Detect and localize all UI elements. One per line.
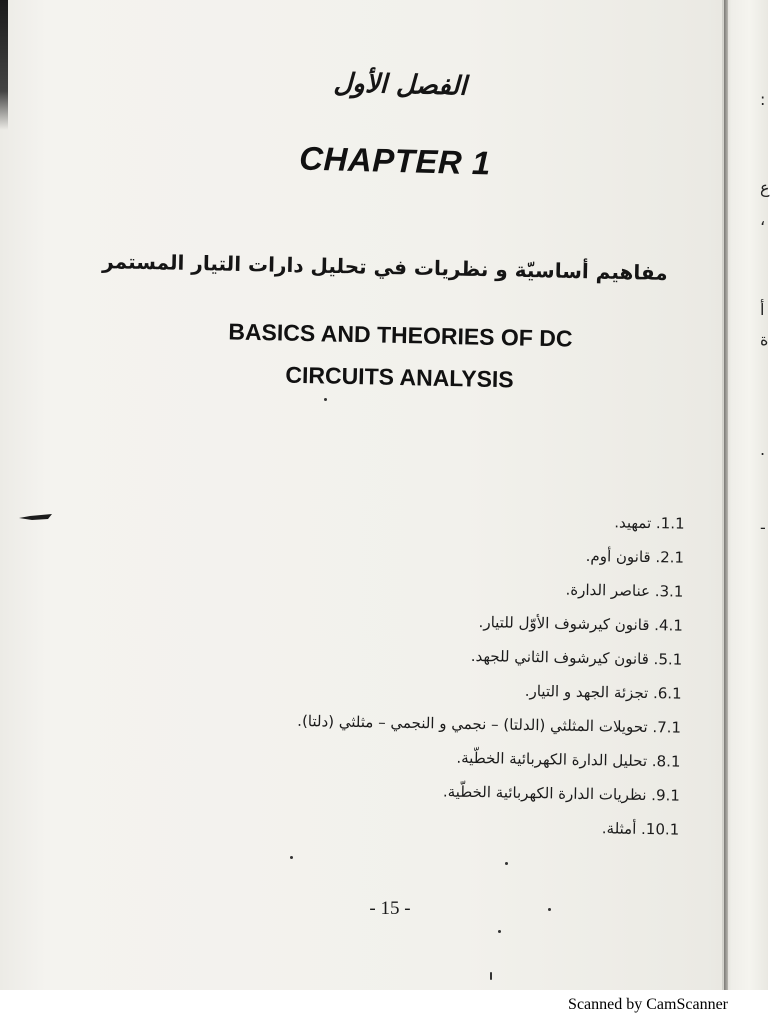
toc-item: 5.1. قانون كيرشوف الثاني للجهد. (470, 646, 683, 669)
toc-item: 7.1. تحويلات المثلثي (الدلتا) – نجمي و النجمي – مثلثي (دلتا). (297, 711, 682, 737)
english-subtitle-line-2: CIRCUITS ANALYSIS (285, 361, 514, 393)
table-of-contents (147, 497, 685, 846)
page-number: - 15 - (369, 898, 411, 919)
adjacent-page-fragments: : ع ، أ ة . - (760, 90, 770, 537)
toc-item: 8.1. تحليل الدارة الكهربائية الخطّية. (456, 748, 681, 771)
arabic-chapter-subtitle: مفاهيم أساسيّة و نظريات في تحليل دارات التيار المستمر (102, 249, 668, 285)
scan-speck (548, 908, 551, 911)
chapter-title: CHAPTER 1 (298, 139, 492, 182)
toc-item: 9.1. نظريات الدارة الكهربائية الخطّية. (442, 782, 681, 805)
binding-shadow (0, 0, 8, 130)
toc-item: 3.1. عناصر الدارة. (565, 580, 684, 601)
scan-speck (490, 972, 492, 980)
pen-mark (18, 512, 54, 522)
scanner-watermark: Scanned by CamScanner (568, 996, 728, 1013)
english-subtitle-line-1: BASICS AND THEORIES OF DC (228, 318, 573, 352)
english-chapter-subtitle (149, 309, 651, 403)
scan-speck (505, 862, 508, 865)
toc-item: 4.1. قانون كيرشوف الأوّل للتيار. (478, 613, 684, 635)
page-fold-line (724, 0, 728, 990)
toc-item: 2.1. قانون أوم. (585, 546, 685, 567)
scan-speck (498, 930, 501, 933)
toc-item: 1.1. تمهيد. (614, 513, 685, 533)
scan-speck (290, 856, 293, 859)
arabic-chapter-title: الفصل الأول (333, 68, 467, 102)
toc-item: 6.1. تجزئة الجهد و التيار. (524, 681, 682, 703)
scan-speck (324, 398, 327, 401)
toc-item: 10.1. أمثلة. (601, 819, 680, 839)
